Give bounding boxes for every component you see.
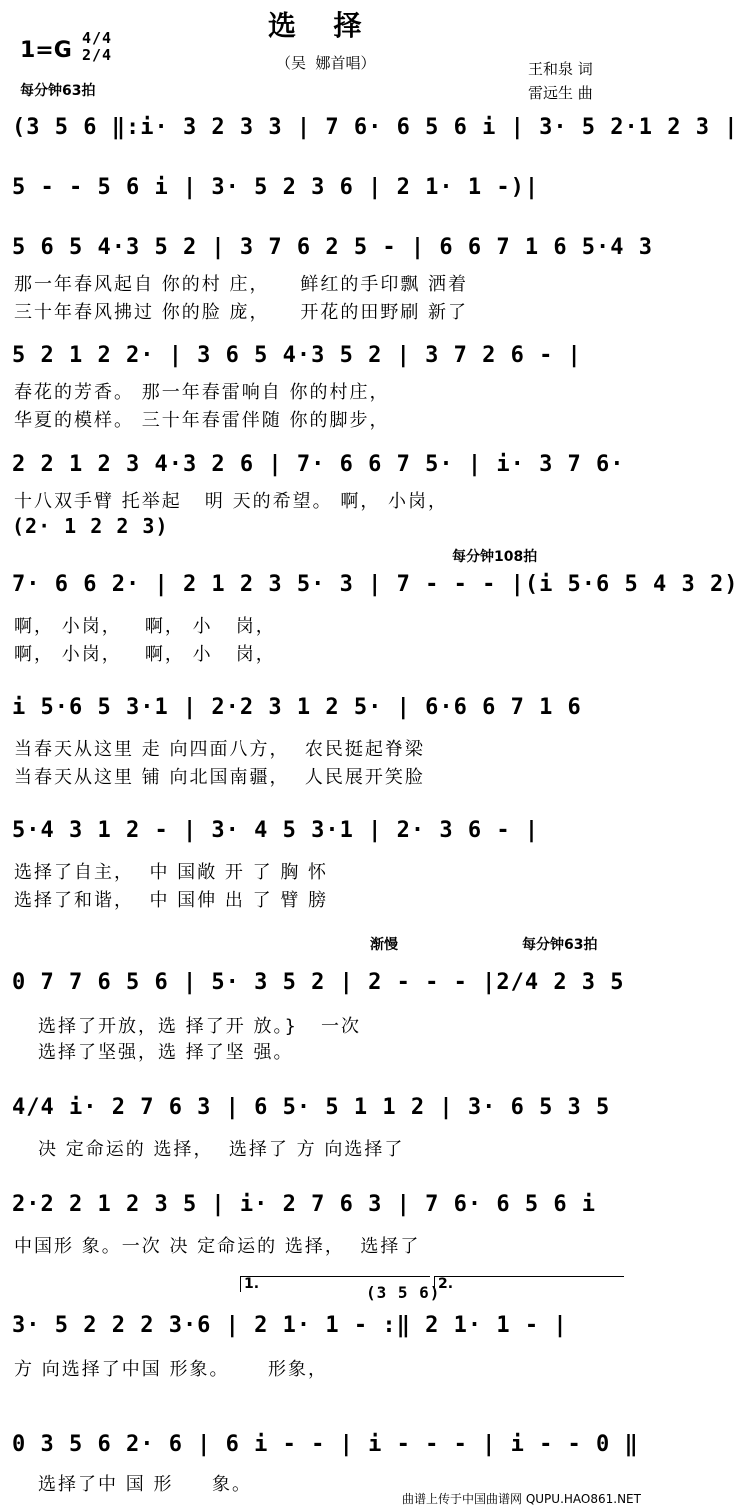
score-row-9-notes: 0 7 7 6 5 6 | 5· 3 5 2 | 2 - - - |2/4 2 3 5: [12, 970, 625, 995]
score-row-7-notes: i 5·6 5 3·1 | 2·2 3 1 2 5· | 6·6 6 7 1 6: [12, 695, 582, 720]
score-row-12-notes: 3· 5 2 2 2 3·6 | 2 1· 1 - :‖ 2 1· 1 - |: [12, 1313, 568, 1338]
score-row-4-lyrics-1: 春花的芳香。 那一年春雷响自 你的村庄，: [14, 382, 390, 403]
score-row-2-notes: 5 - - 5 6 i | 3· 5 2 3 6 | 2 1· 1 -)|: [12, 175, 540, 200]
score-row-3-lyrics-2: 三十年春风拂过 你的脸 庞， 开花的田野刷 新了: [14, 302, 469, 323]
score-row-5-lyrics-1: 十八双手臂 托举起 明 天的希望。 啊， 小岗，: [14, 491, 449, 512]
volta-1-bracket-left: [240, 1276, 241, 1292]
score-row-4-lyrics-2: 华夏的模样。 三十年春雷伴随 你的脚步，: [14, 410, 390, 431]
composer-credit: 雷远生 曲: [528, 84, 593, 102]
jianman-mark: 渐慢: [370, 937, 398, 953]
score-row-9-lyrics-1: 选择了开放，选 择了开 放。} 一次: [38, 1016, 362, 1037]
score-row-5-alt-notes: (2· 1 2 2 3): [12, 514, 169, 538]
score-row-8-lyrics-1: 选择了自主， 中 国敞 开 了 胸 怀: [14, 862, 329, 883]
tempo-63-mark: 每分钟63拍: [522, 937, 598, 953]
volta-1: 1.: [244, 1276, 260, 1292]
score-row-6-lyrics-2: 啊， 小岗， 啊， 小 岗，: [14, 644, 276, 665]
score-row-4-notes: 5 2 1 2 2· | 3 6 5 4·3 5 2 | 3 7 2 6 - |: [12, 343, 582, 368]
score-row-3-notes: 5 6 5 4·3 5 2 | 3 7 6 2 5 - | 6 6 7 1 6 5·4 3: [12, 235, 654, 260]
tempo-mark: 每分钟63拍: [20, 83, 96, 99]
score-row-11-notes: 2·2 2 1 2 3 5 | i· 2 7 6 3 | 7 6· 6 5 6 i: [12, 1192, 597, 1217]
score-row-3-lyrics-1: 那一年春风起自 你的村 庄， 鲜红的手印飘 洒着: [14, 274, 469, 295]
song-title: 选 择: [268, 9, 368, 42]
volta-1-bracket: [240, 1276, 430, 1277]
score-row-7-lyrics-1: 当春天从这里 走 向四面八方， 农民挺起脊梁: [14, 739, 425, 760]
volta-2-bracket: [434, 1276, 624, 1277]
volta-2: 2.: [438, 1276, 454, 1292]
lyricist-credit: 王和泉 词: [528, 60, 593, 78]
score-row-11-lyrics-1: 中国形 象。一次 决 定命运的 选择， 选择了: [14, 1236, 421, 1257]
intro-reprise-paren: (3 5 6): [366, 1283, 441, 1302]
footer-watermark: 曲谱上传于中国曲谱网 QUPU.HAO861.NET: [402, 1492, 641, 1506]
score-row-13-lyrics-1: 选择了中 国 形 象。: [38, 1474, 253, 1495]
time-signature: 4/4 2/4: [82, 29, 113, 64]
score-row-8-lyrics-2: 选择了和谐， 中 国伸 出 了 臂 膀: [14, 890, 329, 911]
score-row-10-notes: 4/4 i· 2 7 6 3 | 6 5· 5 1 1 2 | 3· 6 5 3 5: [12, 1095, 611, 1120]
score-row-6-lyrics-1: 啊， 小岗， 啊， 小 岗，: [14, 616, 276, 637]
score-row-13-notes: 0 3 5 6 2· 6 | 6 i - - | i - - - | i - - 0 ‖: [12, 1432, 639, 1457]
volta-2-bracket-left: [434, 1276, 435, 1292]
singer-credit: （吴 娜首唱）: [276, 54, 376, 72]
score-row-8-notes: 5·4 3 1 2 - | 3· 4 5 3·1 | 2· 3 6 - |: [12, 818, 540, 843]
score-row-5-notes: 2 2 1 2 3 4·3 2 6 | 7· 6 6 7 5· | i· 3 7 6·: [12, 452, 625, 477]
score-row-9-lyrics-2: 选择了坚强，选 择了坚 强。: [38, 1042, 294, 1063]
score-row-10-lyrics-1: 决 定命运的 选择， 选择了 方 向选择了: [38, 1139, 405, 1160]
tempo-108-mark: 每分钟108拍: [452, 549, 538, 565]
score-row-12-lyrics-1: 方 向选择了中国 形象。 形象，: [14, 1359, 329, 1380]
score-row-6-notes: 7· 6 6 2· | 2 1 2 3 5· 3 | 7 - - - |(i 5·6 5 4 3 2): [12, 572, 739, 597]
score-row-7-lyrics-2: 当春天从这里 铺 向北国南疆， 人民展开笑脸: [14, 767, 425, 788]
score-row-1-notes: (3 5 6 ‖:i· 3 2 3 3 | 7 6· 6 5 6 i | 3· 5 2·1 2 3 |: [12, 115, 739, 140]
key-signature: 1=G: [20, 38, 72, 63]
